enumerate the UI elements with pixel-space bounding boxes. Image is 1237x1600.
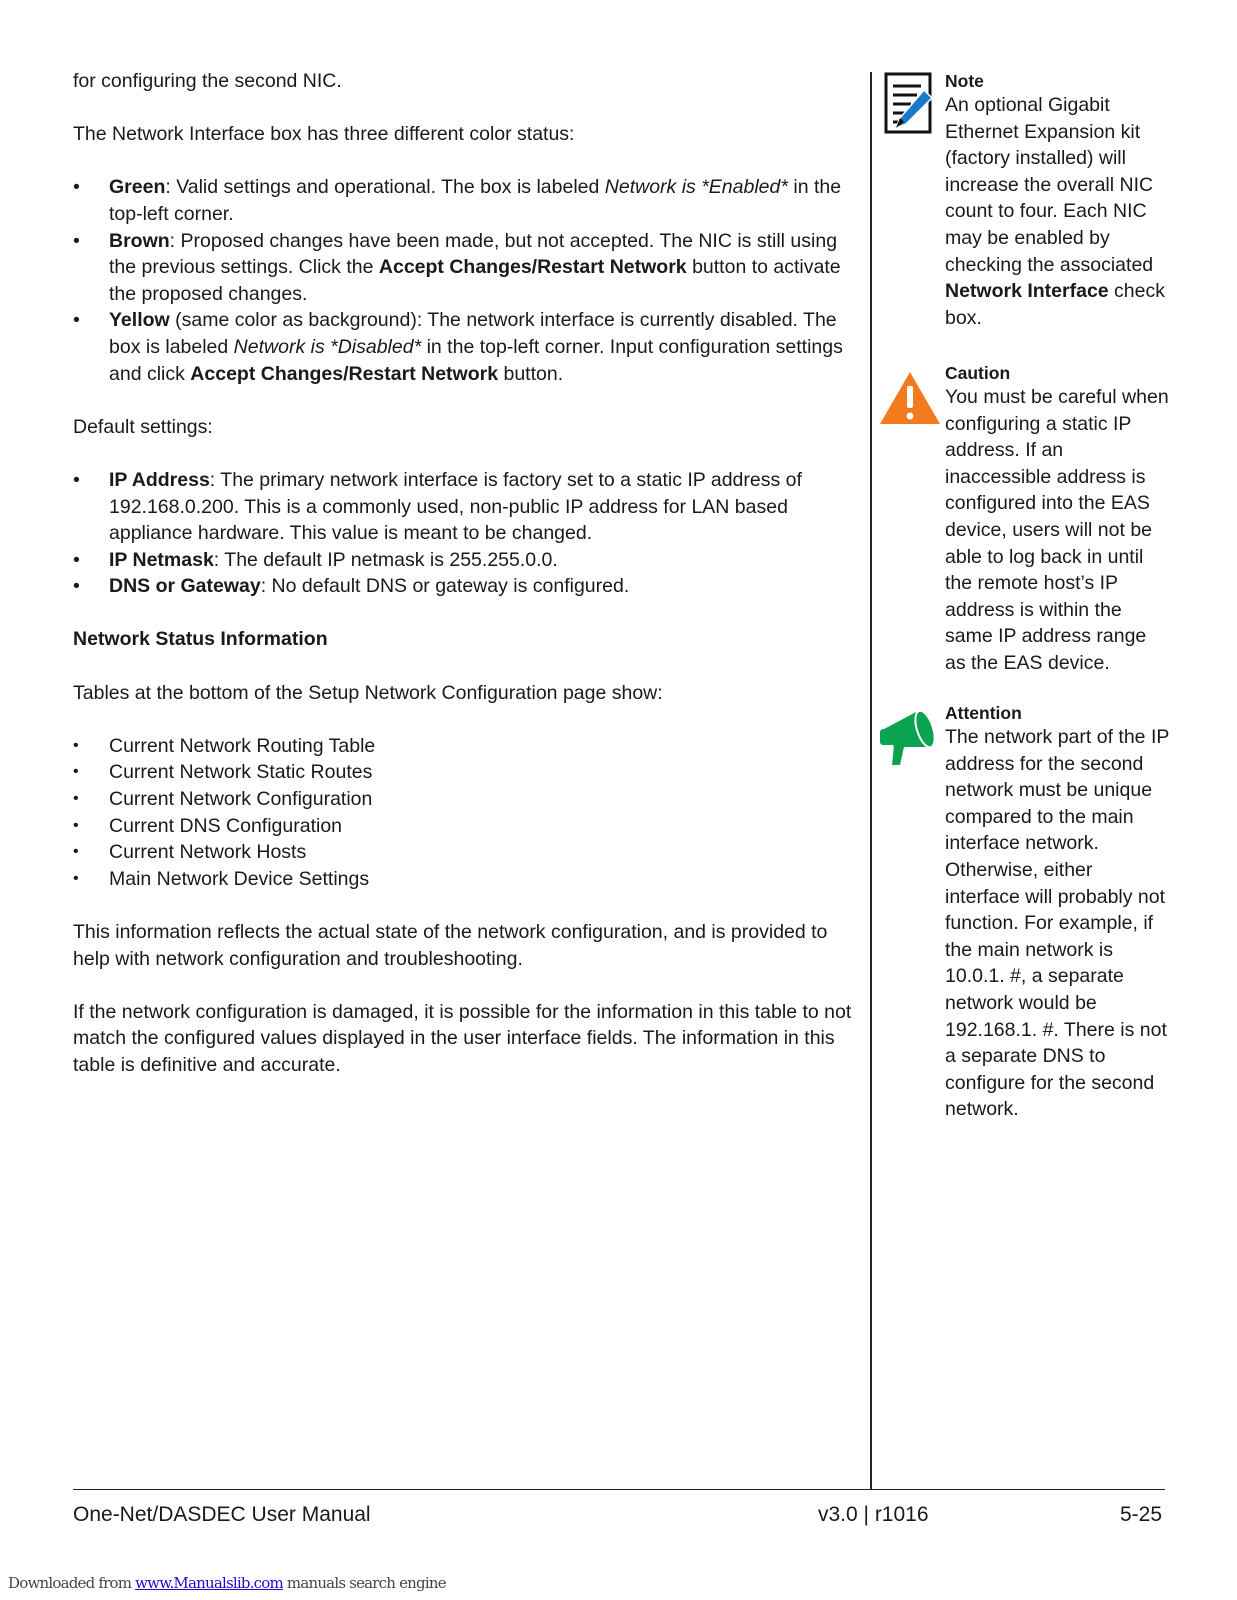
list-item: • Current DNS Configuration [73, 813, 863, 840]
attention-title: Attention [945, 703, 1022, 723]
bullet: • [73, 468, 80, 491]
bullet: • [73, 790, 79, 808]
status-tables-list [73, 733, 863, 893]
note-text: An optional Gigabit Ethernet Expansion kit (factory installed) will increase the overall NIC count to four. Each NIC may be enabled by checking the associated Network Interface check box. [945, 94, 1165, 329]
caution-box [945, 362, 1170, 677]
section-heading: Network Status Information [73, 628, 328, 651]
intro-status-lead: The Network Interface box has three different color status: [73, 123, 575, 146]
sidebar-divider [870, 72, 872, 1490]
note-box [945, 70, 1170, 331]
list-item: • Brown: Proposed changes have been made, but not accepted. The NIC is still using the previous settings. Click the Accept Changes/Restart Network button to activate the proposed changes. [73, 229, 841, 305]
defaults-heading: Default settings: [73, 415, 213, 438]
tables-lead: Tables at the bottom of the Setup Network Configuration page show: [73, 681, 663, 704]
bullet: • [73, 176, 80, 199]
status-paragraph: If the network configuration is damaged, it is possible for the information in this table to not match the configured values displayed in the user interface fields. The information in this table is definitive and accurate. [73, 1000, 852, 1076]
warning-triangle-icon [878, 370, 942, 426]
list-item: • Current Network Configuration [73, 786, 863, 813]
intro-line: for configuring the second NIC. [73, 70, 342, 92]
bullet: • [73, 869, 79, 887]
color-status-list [73, 174, 863, 387]
attention-box [945, 702, 1170, 1123]
list-item: • Main Network Device Settings [73, 866, 863, 893]
list-item: • IP Netmask: The default IP netmask is 255.255.0.0. [73, 547, 863, 574]
bullet: • [73, 548, 80, 571]
download-banner: Downloaded from www.Manualslib.com manuals search engine [8, 1574, 446, 1592]
footer-rule [73, 1489, 1165, 1490]
attention-text: The network part of the IP address for the second network must be unique compared to the main interface network. Otherwise, either interface will probably not function. For example, if the main network is 10.0.1. #, a separate network would be 192.168.1. #. There is not a separate DNS to configure for the second network. [945, 726, 1170, 1121]
footer-page-number: 5-25 [1120, 1503, 1163, 1526]
list-item: • IP Address: The primary network interface is factory set to a static IP address of 192.168.0.200. This is a commonly used, non-public IP address for LAN based appliance hardware. This value is meant to be changed. [73, 468, 802, 545]
bullet: • [73, 843, 79, 861]
caution-title: Caution [945, 363, 1011, 383]
list-item: • Current Network Routing Table [73, 733, 863, 760]
default-settings-list [73, 467, 863, 600]
bullet: • [73, 309, 80, 332]
bullet: • [73, 229, 80, 252]
list-item: • Yellow (same color as background): The network interface is currently disabled. The box is labeled Network is *Disabled* in the top-left corner. Input configuration settings and click Accept Changes/Restart Network button. [73, 309, 843, 385]
bullet: • [73, 575, 80, 598]
status-paragraph: This information reflects the actual state of the network configuration, and is provided to help with network configuration and troubleshooting. [73, 921, 828, 970]
footer-title: One-Net/DASDEC User Manual [73, 1503, 371, 1526]
bullet: • [73, 763, 79, 781]
pencil-note-icon [884, 72, 934, 134]
manualslib-link[interactable]: www.Manualslib.com [135, 1574, 283, 1592]
list-item: • Current Network Static Routes [73, 759, 863, 786]
footer-version: v3.0 | r1016 [818, 1503, 929, 1526]
list-item: • Current Network Hosts [73, 839, 863, 866]
bullet: • [73, 816, 79, 834]
main-content [73, 68, 863, 1105]
caution-text: You must be careful when configuring a static IP address. If an inaccessible address is configured into the EAS device, users will not be able to log back in until the remote host’s IP address is within the same IP address range as the EAS device. [945, 386, 1169, 674]
note-title: Note [945, 71, 984, 91]
megaphone-icon [878, 703, 942, 767]
list-item: • DNS or Gateway: No default DNS or gateway is configured. [73, 573, 863, 600]
bullet: • [73, 736, 79, 754]
list-item: • Green: Valid settings and operational. The box is labeled Network is *Enabled* in the top-left corner. [73, 176, 842, 225]
